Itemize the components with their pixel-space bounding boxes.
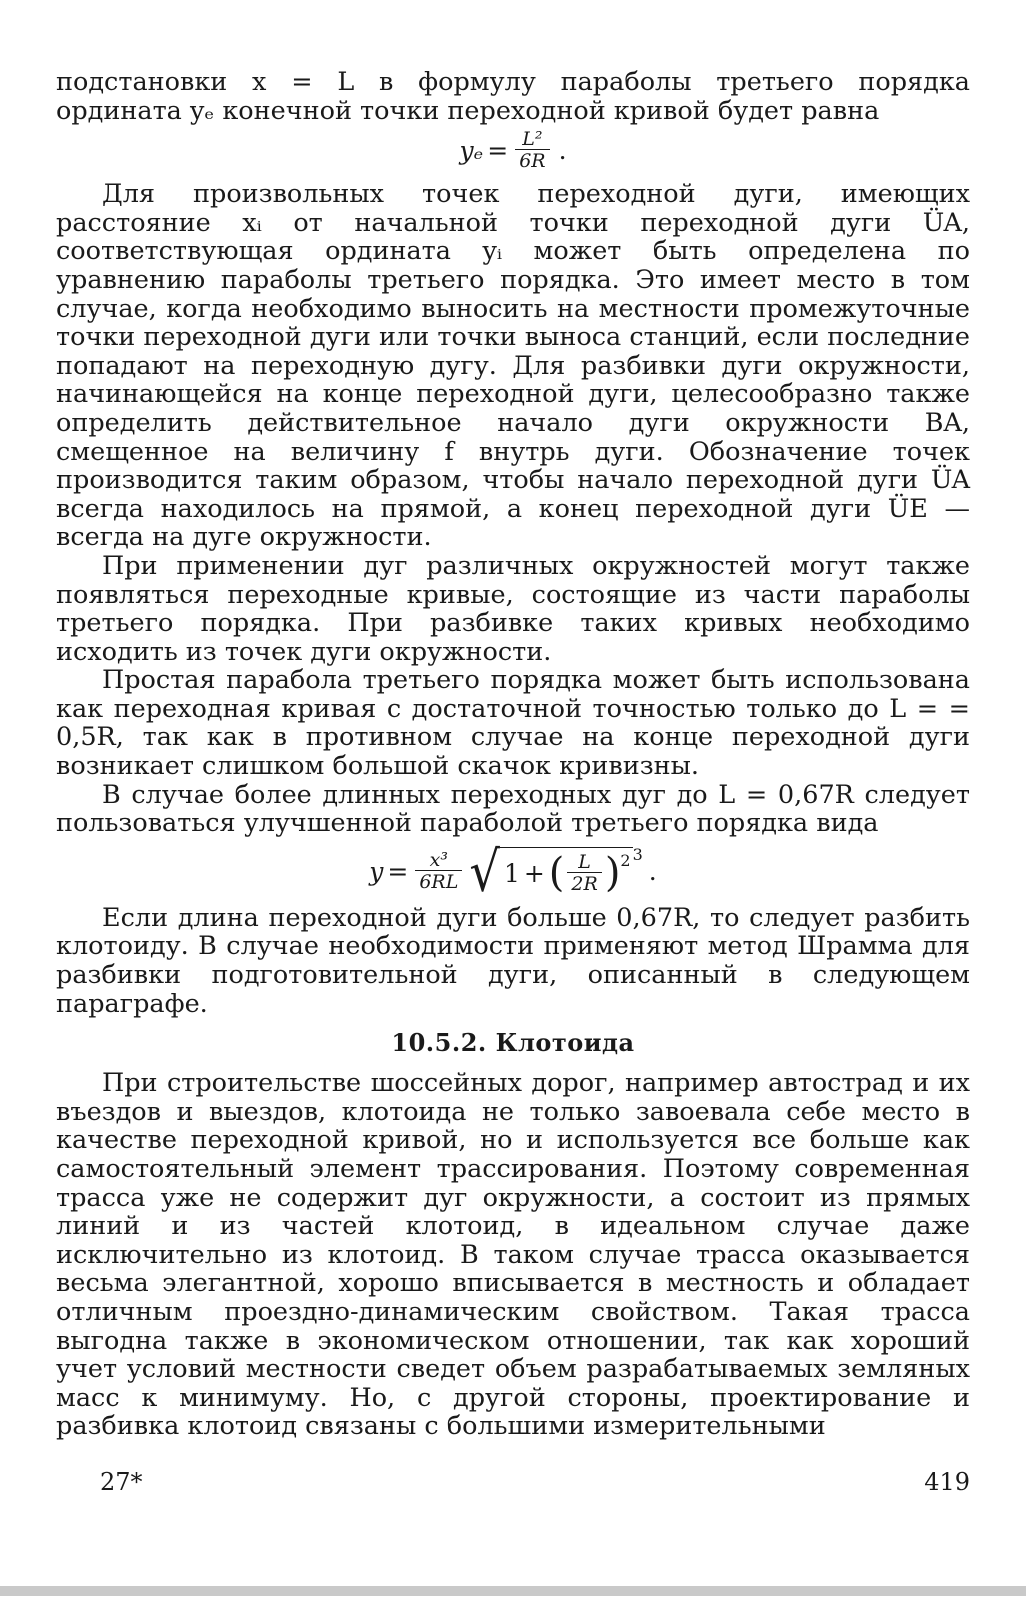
formula-ye-numerator: L² <box>522 128 543 151</box>
formula-ye-period: . <box>558 136 567 166</box>
paragraph-3: При применении дуг различных окружностей могут также появляться переходные кривые, состоящие из части параболы третьего порядка. При разбивке таких кривых необходимо исходить из точек дуги окружности. <box>56 550 970 667</box>
formula2-inner-denominator: 2R <box>567 872 601 895</box>
formula-ye-denominator: 6R <box>515 149 549 172</box>
formula-ye-lhs: yₑ <box>459 136 484 166</box>
page-footer <box>100 1468 970 1496</box>
paragraph-1: подстановки x = L в формулу параболы третьего порядка ордината yₑ конечной точки переходной кривой будет равна <box>56 67 970 126</box>
formula2-plus: + <box>523 858 545 888</box>
formula2-eq: = <box>387 857 409 887</box>
formula-improved-parabola <box>56 839 970 905</box>
formula-ye-eq: = <box>487 136 509 166</box>
radical-sign-icon: √ <box>469 839 500 905</box>
formula2-inner-fraction <box>567 852 601 895</box>
page-number: 419 <box>924 1468 970 1496</box>
scan-bottom-edge <box>0 1586 1026 1596</box>
formula2-numerator: x³ <box>429 849 448 872</box>
formula2-fraction <box>415 850 462 893</box>
formula2-inner-exponent: 2 <box>620 850 631 870</box>
right-paren-icon: ) <box>604 850 621 897</box>
formula2-denominator: 6RL <box>415 870 462 893</box>
paragraph-5: В случае более длинных переходных дуг до L = 0,67R следует пользоваться улучшенной параболой третьего порядка вида <box>56 779 970 839</box>
section-heading: 10.5.2. Клотоида <box>391 1028 635 1058</box>
formula2-period: . <box>648 857 657 887</box>
formula2-lhs: y <box>369 857 384 887</box>
paragraph-2: Для произвольных точек переходной дуги, имеющих расстояние xᵢ от начальной точки переходной дуги ÜA, соответствующая ордината yᵢ может быть определена по уравнению параболы третьего порядка. Это имеет место в том случае, когда необходимо выносить на местности промежуточные точки переходной дуги или точки выноса станций, если последние попадают на переходную дугу. Для разбивки дуги окружности, начинающейся на конце переходной дуги, целесообразно также определить действительное начало дуги окружности BA, смещенное на величину f внутрь дуги. Обозначение точек производится таким образом, чтобы начало переходной дуги ÜA всегда находилось на прямой, а конец переходной дуги ÜE — всегда на дуге окружности. <box>56 179 970 553</box>
formula2-one: 1 <box>503 858 520 888</box>
formula2-root <box>469 839 643 905</box>
signature-mark: 27* <box>100 1468 143 1496</box>
left-paren-icon: ( <box>548 850 565 897</box>
formula-ye <box>56 129 970 172</box>
formula2-root-index: 3 <box>632 845 643 865</box>
formula2-radicand <box>500 847 633 895</box>
paragraph-6: Если длина переходной дуги больше 0,67R, то следует разбить клотоиду. В случае необходимости применяют метод Шрамма для разбивки подготовительной дуги, описанный в следующем параграфе. <box>56 902 970 1019</box>
formula-ye-fraction <box>515 129 549 172</box>
page-body <box>56 68 970 1441</box>
paragraph-4: Простая парабола третьего порядка может быть использована как переходная кривая с достаточной точностью только до L = = 0,5R, так как в противном случае на конце переходной дуги возникает слишком большой скачок кривизны. <box>56 665 970 782</box>
formula2-inner-numerator: L <box>578 850 591 873</box>
paragraph-7: При строительстве шоссейных дорог, например автострад и их въездов и выездов, клотоида не только завоевала себе место в качестве переходной кривой, но и используется все больше как самостоятельный элемент трассирования. Поэтому современная трасса уже не содержит дуг окружности, а состоит из прямых линий и из частей клотоид, в идеальном случае даже исключительно из клотоид. В таком случае трасса оказывается весьма элегантной, хорошо вписывается в местность и обладает отличным проездно-динамическим свойством. Такая трасса выгодна также в экономическом отношении, так как хороший учет условий местности сведет объем разрабатываемых земляных масс к минимуму. Но, с другой стороны, проектирование и разбивка клотоид связаны с большими измерительными <box>56 1068 970 1442</box>
